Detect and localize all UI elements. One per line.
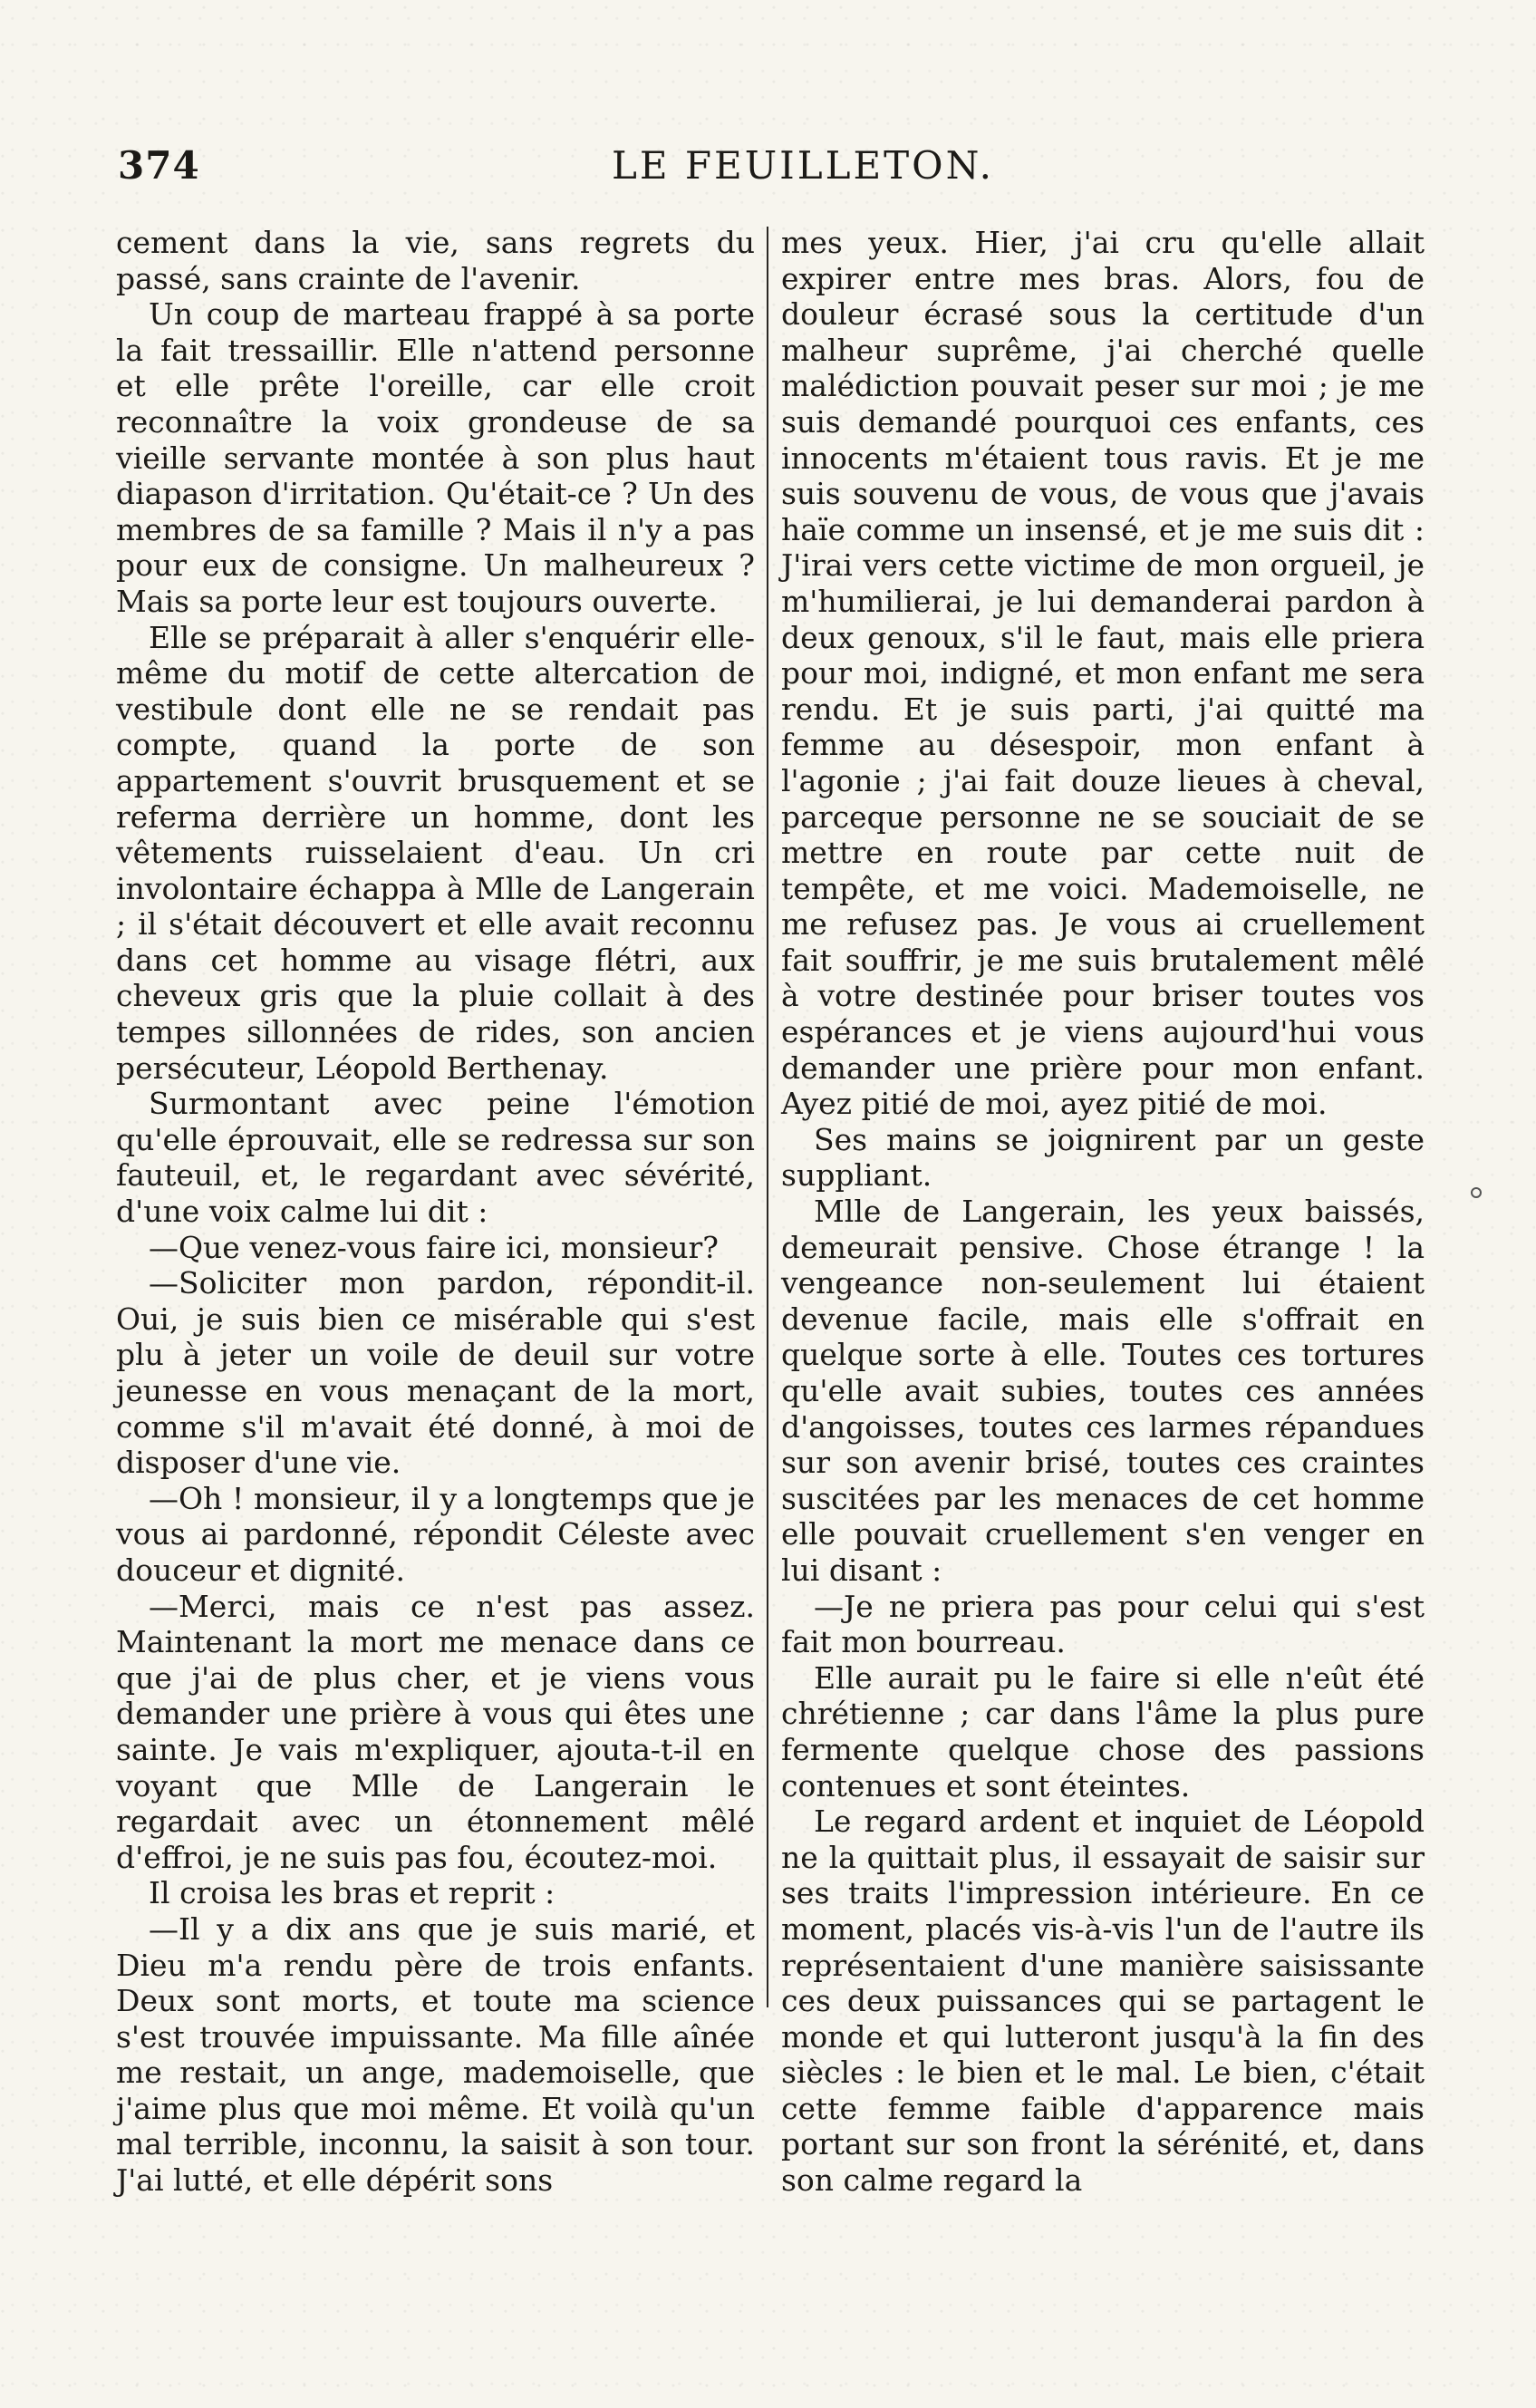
paragraph: —Je ne priera pas pour celui qui s'est fait mon bourreau. [781, 1588, 1425, 1660]
paragraph: Ses mains se joignirent par un geste suppliant. [781, 1121, 1425, 1194]
running-title: LE FEUILLETON. [612, 143, 994, 188]
paragraph: —Que venez-vous faire ici, monsieur? [149, 1229, 719, 1265]
paragraph: Elle se préparait à aller s'enquérir elle-même du motif de cette altercation de vestibule dont elle ne se rendait pas compte, quand la porte de son appartement s'ouvrit brusquement et se referma derrière un homme, dont les vêtements ruisselaient d'eau. Un cri involontaire échappa à Mlle de Langerain ; il s'était découvert et elle avait reconnu dans cet homme au visage flétri, aux cheveux gris que la pluie collait à des tempes sillonnées de rides, son ancien persécuteur, Léopold Berthenay. [116, 619, 755, 1086]
paragraph: Surmontant avec peine l'émotion qu'elle éprouvait, elle se redressa sur son fauteuil, et, le regardant avec sévérité, d'une voix calme lui dit : [116, 1086, 755, 1230]
paragraph: Elle aurait pu le faire si elle n'eût été chrétienne ; car dans l'âme la plus pure fermente quelque chose des passions contenues et sont éteintes. [781, 1659, 1425, 1804]
paragraph: Le regard ardent et inquiet de Léopold ne la quittait plus, il essayait de saisir sur ses traits l'impression intérieure. En ce moment, placés vis-à-vis l'un de l'autre ils représentaient d'une manière saisissante ces deux puissances qui se partagent le monde et qui lutteront jusqu'à la fin des siècles : le bien et le mal. Le bien, c'était cette femme faible d'apparence mais portant sur son front la sérénité, et, dans son calme regard la [781, 1804, 1425, 2199]
paragraph: Un coup de marteau frappé à sa porte la fait tressaillir. Elle n'attend personne et elle prête l'oreille, car elle croit reconnaître la voix grondeuse de sa vieille servante montée à son plus haut diapason d'irritation. Qu'était-ce ? Un des membres de sa famille ? Mais il n'y a pas pour eux de consigne. Un malheureux ? Mais sa porte leur est toujours ouverte. [116, 296, 755, 619]
right-column [781, 225, 1425, 2199]
left-column [116, 225, 755, 2199]
paragraph: —Il y a dix ans que je suis marié, et Dieu m'a rendu père de trois enfants. Deux sont morts, et toute ma science s'est trouvée impuissante. Ma fille aînée me restait, un ange, mademoiselle, que j'aime plus que moi même. Et voilà qu'un mal terrible, inconnu, la saisit à son tour. J'ai lutté, et elle dépérit sons [116, 1910, 755, 2199]
paragraph: —Soliciter mon pardon, répondit-il. Oui, je suis bien ce misérable qui s'est plu à jeter un voile de deuil sur votre jeunesse en vous menaçant de la mort, comme s'il m'avait été donné, à moi de disposer d'une vie. [116, 1265, 755, 1481]
paragraph: Mlle de Langerain, les yeux baissés, demeurait pensive. Chose étrange ! la vengeance non-seulement lui étaient devenue facile, mais elle s'offrait en quelque sorte à elle. Toutes ces tortures qu'elle avait subies, toutes ces années d'angoisses, toutes ces larmes répandues sur son avenir brisé, toutes ces craintes suscitées par les menaces de cet homme elle pouvait cruellement s'en venger en lui disant : [781, 1194, 1425, 1588]
print-speck [1471, 1187, 1482, 1198]
page-number: 374 [118, 143, 200, 188]
page-header [118, 143, 1441, 198]
paragraph: mes yeux. Hier, j'ai cru qu'elle allait expirer entre mes bras. Alors, fou de douleur écrasé sous la certitude d'un malheur suprême, j'ai cherché quelle malédiction pouvait peser sur moi ; je me suis demandé pourquoi ces enfants, ces innocents m'étaient tous ravis. Et je me suis souvenu de vous, de vous que j'avais haïe comme un insensé, et je me suis dit : J'irai vers cette victime de mon orgueil, je m'humilierai, je lui demanderai pardon à deux genoux, s'il le faut, mais elle priera pour moi, indigné, et mon enfant me sera rendu. Et je suis parti, j'ai quitté ma femme au désespoir, mon enfant à l'agonie ; j'ai fait douze lieues à cheval, parceque personne ne se souciait de se mettre en route par cette nuit de tempête, et me voici. Mademoiselle, ne me refusez pas. Je vous ai cruellement fait souffrir, je me suis brutalement mêlé à votre destinée pour briser toutes vos espérances et je viens aujourd'hui vous demander une prière pour mon enfant. Ayez pitié de moi, ayez pitié de moi. [781, 225, 1425, 1122]
column-rule [767, 227, 768, 2007]
paragraph: Il croisa les bras et reprit : [149, 1875, 555, 1911]
paragraph: —Oh ! monsieur, il y a longtemps que je vous ai pardonné, répondit Céleste avec douceur et dignité. [116, 1480, 755, 1588]
paragraph: cement dans la vie, sans regrets du passé, sans crainte de l'avenir. [116, 225, 755, 296]
paragraph: —Merci, mais ce n'est pas assez. Maintenant la mort me menace dans ce que j'ai de plus cher, et je viens vous demander une prière à vous qui êtes une sainte. Je vais m'expliquer, ajouta-t-il en voyant que Mlle de Langerain le regardait avec un étonnement mêlé d'effroi, je ne suis pas fou, écoutez-moi. [116, 1588, 755, 1875]
